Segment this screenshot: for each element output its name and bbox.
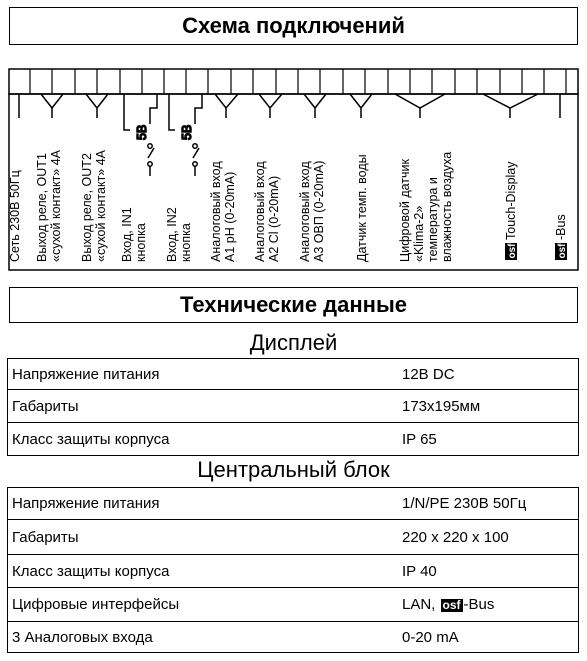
spec-name: Напряжение питания: [8, 488, 403, 520]
spec-value: 1/N/PE 230В 50Гц: [402, 488, 579, 520]
spec-value: 0-20 mA: [402, 622, 579, 653]
switch-wire: [195, 94, 202, 124]
osf-logo-text: osf: [507, 243, 518, 259]
terminal-label: Аналоговый вход: [209, 161, 223, 262]
terminal-label: A3 ОВП (0-20mA): [312, 160, 326, 262]
central-spec-table: [7, 487, 579, 653]
switch-wire: [169, 94, 175, 130]
terminal-label: «Klima-2»: [412, 205, 426, 262]
bus-suffix: -Bus: [463, 596, 495, 613]
spec-row: [8, 588, 579, 622]
terminal-connector: [86, 94, 108, 108]
terminal-label: -Bus: [554, 214, 568, 240]
switch-symbol: [169, 94, 202, 176]
spec-name: Напряжение питания: [8, 359, 403, 390]
terminal-connector: [259, 94, 282, 108]
spec-row: [8, 359, 579, 390]
spec-row: [8, 555, 579, 588]
terminal-connector: [483, 94, 538, 108]
switch-lever: [193, 148, 199, 158]
spec-row: [8, 423, 579, 456]
terminal-label: температура и: [426, 177, 440, 262]
terminal-connector: [215, 94, 238, 108]
terminal-label: A1 pH (0-20mA): [223, 171, 237, 262]
osf-logo-text: osf: [557, 243, 568, 259]
spec-row: [8, 622, 579, 653]
terminal-connector: [350, 94, 372, 108]
spec-value: IP 40: [402, 555, 579, 588]
switch-contact: [148, 144, 152, 148]
terminal-label: Выход реле, OUT1: [35, 153, 49, 262]
osf-logo: osf: [442, 597, 461, 612]
spec-name: 3 Аналоговых входа: [8, 622, 403, 653]
display-spec-table: [7, 358, 579, 456]
terminal-label: Вход, IN1: [120, 207, 134, 262]
terminal-labels: [8, 149, 568, 262]
terminal-label: A2 Cl (0-20mA): [267, 175, 281, 262]
terminal-label: Вход, IN2: [165, 207, 179, 262]
terminal-label: кнопка: [179, 223, 193, 262]
terminal-strip: [9, 69, 578, 94]
central-heading: Центральный блок: [197, 457, 390, 482]
voltage-label: 5В: [135, 124, 149, 140]
osf-logo: [555, 243, 568, 260]
spec-name: Габариты: [8, 390, 403, 423]
spec-value: 12В DC: [402, 359, 579, 390]
terminal-label: Сеть 230В 50Гц: [8, 170, 22, 262]
terminal-connector: [395, 94, 445, 108]
schema-title-text: Схема подключений: [182, 13, 405, 38]
spec-value: 173x195мм: [402, 390, 579, 423]
display-heading: Дисплей: [249, 330, 338, 355]
terminal-connector: [304, 94, 326, 108]
voltage-label: 5В: [180, 124, 194, 140]
switch-contact: [193, 144, 197, 148]
terminal-label: Датчик темп. воды: [355, 154, 369, 262]
spec-value: LAN, osf -Bus: [402, 588, 579, 622]
switch-wire: [124, 94, 130, 130]
terminal-label: Touch-Display: [504, 161, 518, 240]
spec-row: [8, 488, 579, 520]
wiring-diagram: [0, 0, 587, 285]
switch-lever: [148, 148, 154, 158]
spec-name: Класс защиты корпуса: [8, 555, 403, 588]
switch-wire: [150, 94, 157, 124]
terminal-label: «сухой контакт» 4А: [49, 149, 63, 262]
osf-logo: [505, 243, 518, 260]
terminal-label: Выход реле, OUT2: [80, 153, 94, 262]
spec-row: [8, 520, 579, 555]
terminal-row: [9, 69, 578, 94]
switch-symbol: [124, 94, 157, 176]
spec-row: [8, 390, 579, 423]
terminal-label: Аналоговый вход: [298, 161, 312, 262]
tech-title-text: Технические данные: [180, 292, 407, 317]
terminal-label: Цифровой датчик: [398, 159, 412, 262]
switch-contact: [148, 162, 152, 166]
terminal-connector: [41, 94, 63, 108]
tech-title: [9, 287, 578, 323]
spec-value: 220 x 220 x 100: [402, 520, 579, 555]
terminal-label: «сухой контакт» 4А: [94, 149, 108, 262]
terminal-label: Аналоговый вход: [253, 161, 267, 262]
spec-name: Габариты: [8, 520, 403, 555]
spec-name: Цифровые интерфейсы: [8, 588, 403, 622]
spec-value: IP 65: [402, 423, 579, 456]
terminal-label: влажность воздуха: [440, 151, 454, 262]
terminal-label: кнопка: [134, 223, 148, 262]
switch-contact: [193, 162, 197, 166]
spec-name: Класс защиты корпуса: [8, 423, 403, 456]
